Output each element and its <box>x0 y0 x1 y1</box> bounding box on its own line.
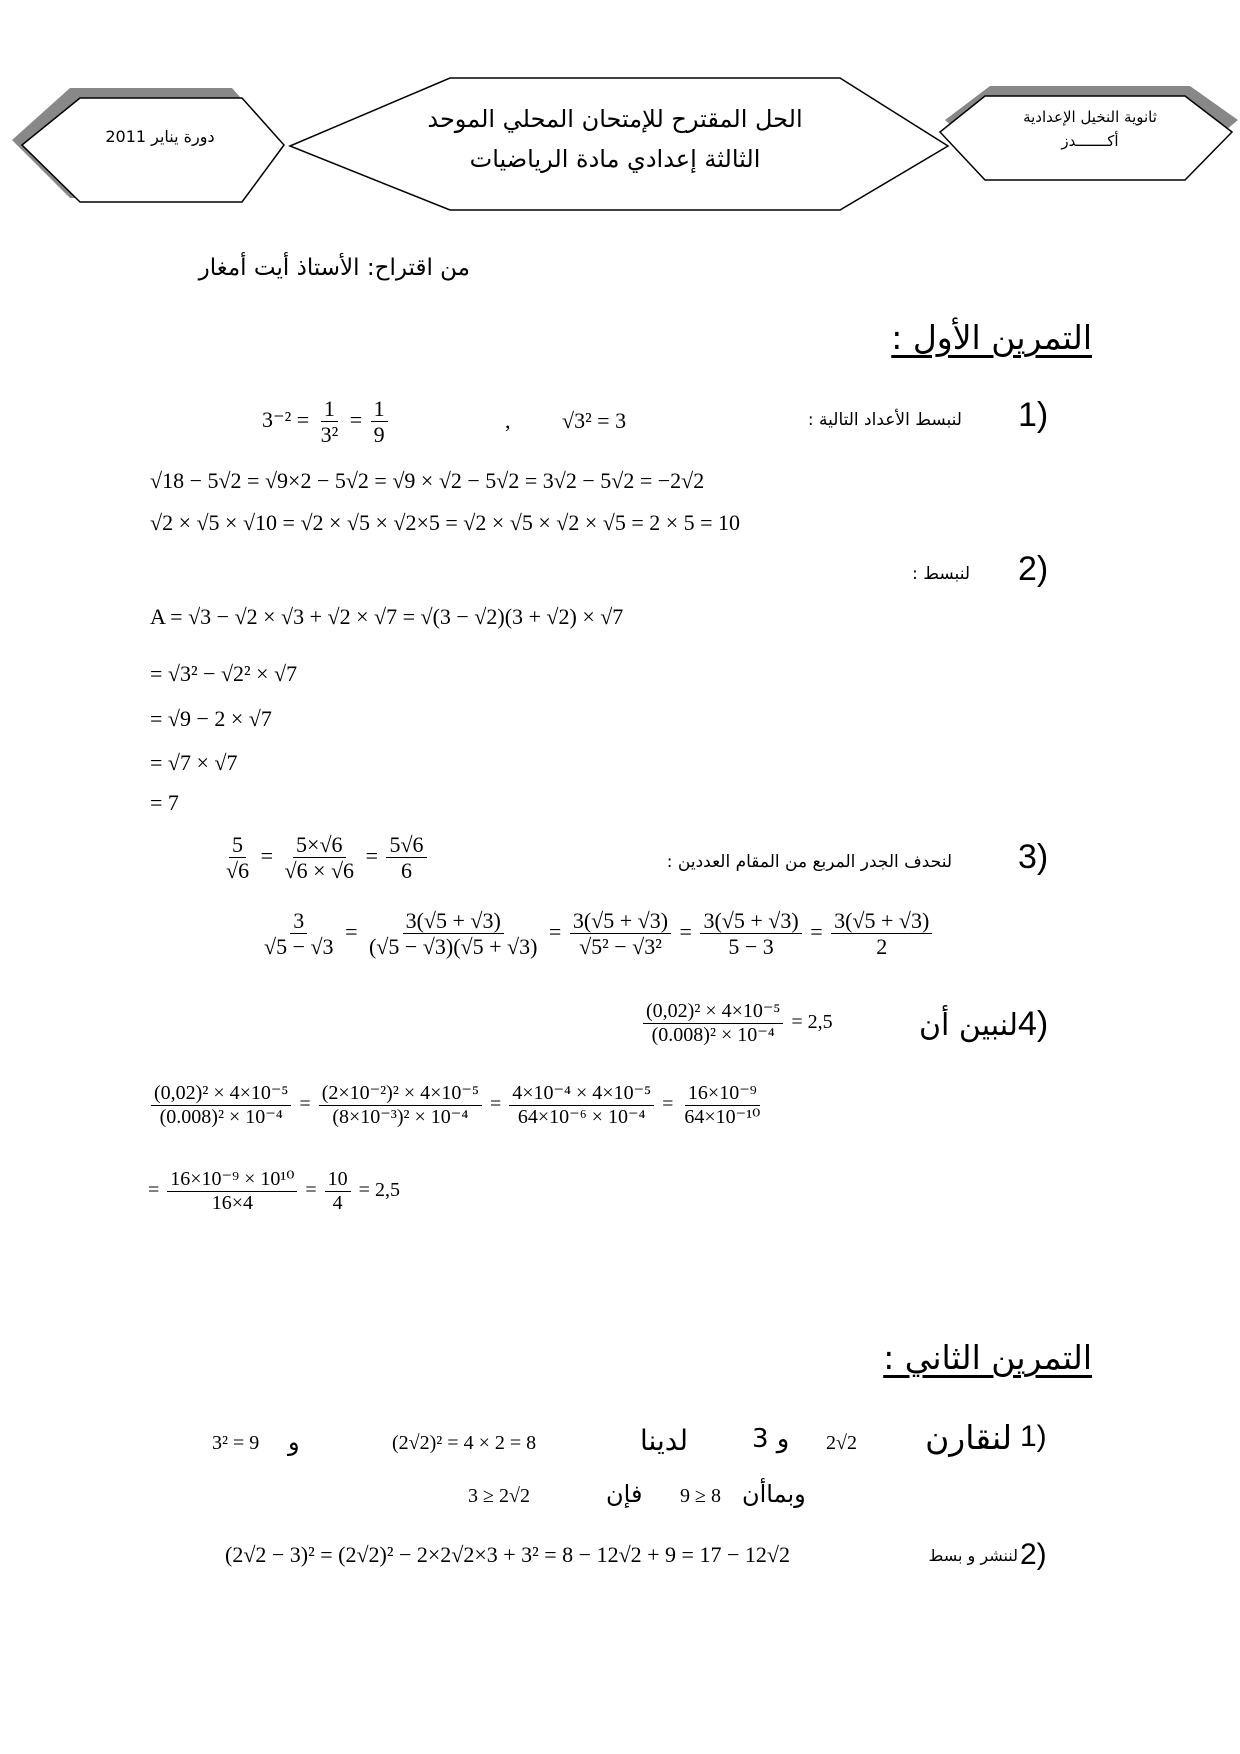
ex1-q4-line-1: $\frac{\text{(0,02)² × 4×10⁻⁵}}{\text{(0.008)² × 10⁻⁴}}$ = $\frac{\text{(2×10⁻²)² × 4×10⁻⁵}}{\text{(8×10⁻³)² × 10⁻⁴}}$ = $\frac{\text{4×10⁻⁴ × 4×10⁻⁵}}{\text{64×10⁻⁶ × 10⁻⁴}}$ = $\frac{\text{16×10⁻⁹}}{\text{64×10⁻¹⁰}}$ <box>148 1082 766 1129</box>
ex1-q1-line-d: √2 × √5 × √10 = √2 × √5 × √2×5 = √2 × √5 × √2 × √5 = 2 × 5 = 10 <box>150 510 741 535</box>
exercise2-title: التمرين الثاني : <box>883 1338 1092 1377</box>
ex2-q1-calc-a: (2√2)² = 4 × 2 = 8 <box>392 1432 537 1454</box>
ex2-q1-label: لنقارن <box>925 1418 1012 1457</box>
ex2-q2-label: لننشر و بسط <box>928 1546 1018 1565</box>
fraction: $\frac{\text{16×10⁻⁹}}{\text{64×10⁻¹⁰}}$ <box>684 1082 761 1128</box>
ex2-q2-number: 2) <box>1020 1538 1047 1571</box>
ex2-q1-wabima: وبماأن <box>742 1480 806 1508</box>
fraction: $\frac{1}{\text{3²}}$ <box>320 396 339 448</box>
ex1-q2-line-4: = √7 × √7 <box>150 750 238 775</box>
fraction: $\frac{5\times√6}{√6 \times √6}$ <box>284 832 355 884</box>
ex1-q1-comma: , <box>505 408 511 433</box>
ex1-q1-sqrt-expr: √3² = 3 <box>562 408 627 433</box>
ex1-q4-line-2: = $\frac{\text{16×10⁻⁹ × 10¹⁰}}{16\times 4}$ = $\frac{10}{4}$ = 2,5 <box>148 1168 400 1214</box>
ex2-q1-wa: و <box>288 1428 300 1456</box>
ex2-q1-calc-b: 3² = 9 <box>212 1432 260 1454</box>
fraction: $\frac{\text{16×10⁻⁹ × 10¹⁰}}{16\times 4}$ <box>167 1168 297 1215</box>
ex1-q2-line-2: = √3² − √2² × √7 <box>150 661 298 686</box>
ex1-q4-number: 4) <box>1018 1005 1049 1043</box>
fraction: $\frac{1}{9}$ <box>371 396 388 448</box>
fraction: $\frac{3(√5 + √3)}{\text{√5² − √3²}}$ <box>570 908 671 960</box>
ex1-q2-number: 2) <box>1018 550 1049 588</box>
ex1-q4-label: لنبين أن <box>918 1008 1018 1043</box>
ex1-q3-number: 3) <box>1018 838 1049 876</box>
ex1-q2-line-3: = √9 − 2 × √7 <box>150 706 272 731</box>
ex2-q1-fa: فإن <box>606 1480 643 1508</box>
ex2-q2-expr: (2√2 − 3)² = (2√2)² − 2×2√2×3 + 3² = 8 − 12√2 + 9 = 17 − 12√2 <box>225 1542 790 1567</box>
fraction: $\frac{3(√5 + √3)}{2}$ <box>831 908 932 960</box>
ex2-q1-and-three: و 3 <box>752 1424 790 1454</box>
fraction: $\frac{\text{(2×10⁻²)² × 4×10⁻⁵}}{\text{(8×10⁻³)² × 10⁻⁴}}$ <box>319 1082 482 1129</box>
header-school-name: ثانوية النخيل الإعدادية <box>1023 108 1157 126</box>
ex1-q3-line-1: $\frac{5}{√6}$ = $\frac{5\times√6}{√6 \times √6}$ = $\frac{5√6}{6}$ <box>220 832 430 884</box>
author-line: من اقتراح: الأستاذ أيت أمغار <box>198 255 470 281</box>
ex1-q1-power-expr <box>262 396 391 448</box>
ex2-q1-number: 1) <box>1020 1420 1047 1453</box>
fraction: $\frac{5}{√6}$ <box>226 832 250 884</box>
ex2-q1-ineq: 9 ≥ 8 <box>680 1485 721 1507</box>
exercise1-title: التمرين الأول : <box>891 318 1092 357</box>
fraction: $\frac{3(√5 + √3)}{5 - 3}$ <box>700 908 801 960</box>
power-lhs: 3⁻² = <box>262 406 310 432</box>
fraction: $\frac{5√6}{6}$ <box>386 832 426 884</box>
fraction: $\frac{3(√5 + √3)}{(√5 - √3)(√5 + √3)}$ <box>368 908 538 960</box>
fraction: $\frac{3}{√5 - √3}$ <box>264 908 334 960</box>
ex2-q1-ladayna: لدينا <box>640 1424 689 1457</box>
header-title-line-2: الثالثة إعدادي مادة الرياضيات <box>469 145 761 173</box>
fraction: $\frac{\text{(0,02)² × 4×10⁻⁵}}{\text{(0.008)² × 10⁻⁴}}$ <box>643 1000 783 1047</box>
fraction: $\frac{\text{(0,02)² × 4×10⁻⁵}}{\text{(0.008)² × 10⁻⁴}}$ <box>151 1082 291 1129</box>
equals: = <box>349 406 363 432</box>
fraction: $\frac{10}{4}$ <box>325 1168 351 1215</box>
ex1-q2-line-5: = 7 <box>150 790 179 815</box>
ex2-q1-two-root-two: 2√2 <box>826 1432 857 1454</box>
fraction: $\frac{\text{4×10⁻⁴ × 4×10⁻⁵}}{\text{64×10⁻⁶ × 10⁻⁴}}$ <box>509 1082 654 1129</box>
ex1-q1-label: لنبسط الأعداد التالية : <box>807 410 962 430</box>
ex1-q2-line-1: A = √3 − √2 × √3 + √2 × √7 = √(3 − √2)(3 + √2) × √7 <box>150 604 624 629</box>
ex1-q2-label: لنبسط : <box>912 564 970 584</box>
header-session: دورة يناير 2011 <box>105 127 215 146</box>
ex1-q3-label: لنحدف الجدر المربع من المقام العددين : <box>666 852 952 872</box>
ex1-q1-number: 1) <box>1018 396 1049 434</box>
ex1-q3-line-2: $\frac{3}{√5 - √3}$ = $\frac{3(√5 + √3)}{(√5 - √3)(√5 + √3)}$ = $\frac{3(√5 + √3)}{\text{√5² − √3²}}$ = $\frac{3(√5 + √3)}{5 - 3}$ = $\frac{3(√5 + √3)}{2}$ <box>258 908 935 960</box>
ex1-q4-claim: $\frac{\text{(0,02)² × 4×10⁻⁵}}{\text{(0.008)² × 10⁻⁴}}$ = 2,5 <box>640 1000 833 1047</box>
ex1-q1-line-c: √18 − 5√2 = √9×2 − 5√2 = √9 × √2 − 5√2 = 3√2 − 5√2 = −2√2 <box>150 468 705 493</box>
header-school-town: أكـــــــدز <box>1061 132 1119 150</box>
ex2-q1-result: 3 ≥ 2√2 <box>468 1485 530 1507</box>
header-title-line-1: الحل المقترح للإمتحان المحلي الموحد <box>427 105 803 133</box>
